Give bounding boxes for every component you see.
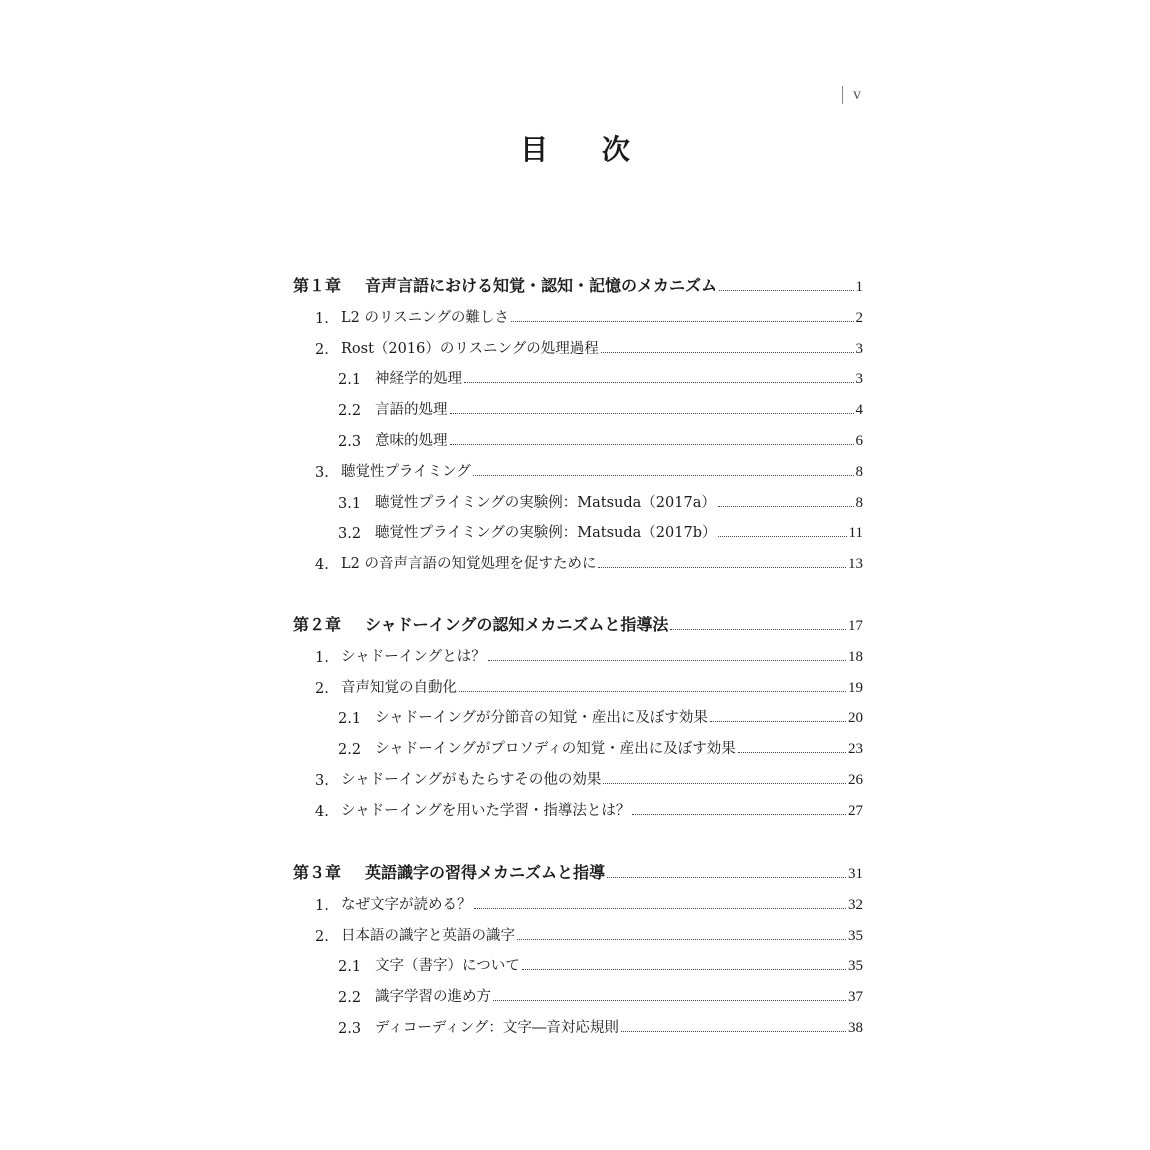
- toc-section-entry[interactable]: [293, 455, 863, 481]
- section-number: 3.2: [338, 526, 362, 542]
- toc-section-entry[interactable]: [293, 671, 863, 697]
- page-title: 目 次: [520, 133, 652, 166]
- toc-section-entry[interactable]: [293, 486, 863, 512]
- section-title: 言語的処理: [375, 402, 448, 418]
- dot-leader: [473, 475, 854, 476]
- section-number: 2.1: [338, 959, 362, 975]
- toc-section-entry[interactable]: [293, 393, 863, 419]
- section-number: 1.: [315, 650, 329, 666]
- page-ref: 3: [855, 371, 863, 387]
- dot-leader: [621, 1031, 846, 1032]
- toc-section-entry[interactable]: [293, 640, 863, 666]
- chapter-title: シャドーイングの認知メカニズムと指導法: [365, 615, 669, 634]
- page-ref: 11: [848, 525, 863, 541]
- section-title: シャドーイングとは？: [341, 649, 486, 665]
- dot-leader: [511, 321, 854, 322]
- dot-leader: [607, 877, 846, 878]
- section-title: なぜ文字が読める？: [341, 897, 472, 913]
- page-ref: 2: [855, 310, 863, 326]
- page-ref: 35: [848, 928, 863, 944]
- chapter-label: 第２章: [293, 615, 342, 634]
- page-ref: 35: [848, 958, 863, 974]
- toc-section-entry[interactable]: [293, 732, 863, 758]
- dot-leader: [450, 413, 854, 414]
- section-number: 2.3: [338, 434, 362, 450]
- dot-leader: [522, 969, 846, 970]
- section-title: L2 のリスニングの難しさ: [341, 310, 509, 326]
- toc-chapter-entry[interactable]: [293, 857, 863, 883]
- page-ref: 38: [848, 1020, 863, 1036]
- section-number: 2.2: [338, 742, 362, 758]
- section-title: Rost（2016）のリスニングの処理過程: [341, 341, 599, 357]
- chapter-label: 第１章: [293, 276, 342, 295]
- section-number: 2.: [315, 342, 329, 358]
- chapter-title: 英語識字の習得メカニズムと指導: [365, 863, 606, 882]
- dot-leader: [632, 814, 846, 815]
- page-ref: 17: [848, 618, 863, 634]
- section-number: 2.1: [338, 711, 362, 727]
- toc-section-entry[interactable]: [293, 888, 863, 914]
- toc-section-entry[interactable]: [293, 794, 863, 820]
- dot-leader: [738, 752, 846, 753]
- page-ref: 1: [855, 279, 863, 295]
- section-title: 音声知覚の自動化: [341, 680, 457, 696]
- section-title: シャドーイングを用いた学習・指導法とは？: [341, 803, 631, 819]
- section-title: 識字学習の進め方: [375, 989, 491, 1005]
- section-title: シャドーイングが分節音の知覚・産出に及ぼす効果: [375, 710, 708, 726]
- section-title: 聴覚性プライミング: [341, 464, 471, 480]
- section-number: 3.: [315, 465, 329, 481]
- section-title: 文字（書字）について: [375, 958, 520, 974]
- header-rule: [842, 86, 843, 104]
- toc-section-entry[interactable]: [293, 301, 863, 327]
- toc-section-entry[interactable]: [293, 919, 863, 945]
- dot-leader: [517, 939, 846, 940]
- page-ref: 26: [848, 772, 863, 788]
- dot-leader: [603, 783, 846, 784]
- section-number: 2.1: [338, 372, 362, 388]
- page-ref: 13: [848, 556, 863, 572]
- section-title: シャドーイングがプロソディの知覚・産出に及ぼす効果: [375, 741, 736, 757]
- section-number: 4.: [315, 804, 329, 820]
- toc-section-entry[interactable]: [293, 424, 863, 450]
- page-ref: 4: [855, 402, 863, 418]
- dot-leader: [459, 691, 846, 692]
- toc-section-entry[interactable]: [293, 949, 863, 975]
- page-ref: 19: [848, 680, 863, 696]
- section-title: 日本語の識字と英語の識字: [341, 928, 515, 944]
- page-number-label: v: [853, 86, 861, 103]
- section-number: 2.2: [338, 990, 362, 1006]
- dot-leader: [450, 444, 854, 445]
- page-ref: 37: [848, 989, 863, 1005]
- chapter-title: 音声言語における知覚・認知・記憶のメカニズム: [365, 276, 718, 295]
- section-number: 2.: [315, 929, 329, 945]
- dot-leader: [670, 629, 846, 630]
- toc-section-entry[interactable]: [293, 980, 863, 1006]
- toc-section-entry[interactable]: [293, 362, 863, 388]
- section-title: 聴覚性プライミングの実験例：Matsuda（2017b）: [375, 525, 717, 541]
- section-title: L2 の音声言語の知覚処理を促すために: [341, 556, 597, 572]
- section-title: 意味的処理: [375, 433, 448, 449]
- page-ref: 6: [855, 433, 863, 449]
- page-ref: 27: [848, 803, 863, 819]
- section-title: シャドーイングがもたらすその他の効果: [341, 772, 602, 788]
- page-ref: 31: [848, 866, 863, 882]
- section-number: 1.: [315, 311, 329, 327]
- dot-leader: [464, 382, 854, 383]
- dot-leader: [718, 506, 854, 507]
- toc-section-entry[interactable]: [293, 763, 863, 789]
- page-ref: 3: [855, 341, 863, 357]
- chapter-label: 第３章: [293, 863, 342, 882]
- dot-leader: [719, 290, 853, 291]
- page-ref: 8: [855, 495, 863, 511]
- section-title: ディコーディング：文字―音対応規則: [375, 1020, 619, 1036]
- page-ref: 20: [848, 710, 863, 726]
- dot-leader: [718, 536, 846, 537]
- section-number: 2.3: [338, 1021, 362, 1037]
- dot-leader: [474, 908, 847, 909]
- page-ref: 23: [848, 741, 863, 757]
- toc-section-entry[interactable]: [293, 332, 863, 358]
- section-number: 3.: [315, 773, 329, 789]
- section-number: 4.: [315, 557, 329, 573]
- toc-section-entry[interactable]: [293, 547, 863, 573]
- page-number: [842, 86, 861, 104]
- section-number: 2.2: [338, 403, 362, 419]
- section-title: 神経学的処理: [375, 371, 462, 387]
- section-number: 3.1: [338, 496, 362, 512]
- toc-chapter-entry[interactable]: [293, 609, 863, 635]
- toc-section-entry[interactable]: [293, 1011, 863, 1037]
- dot-leader: [710, 721, 846, 722]
- section-number: 2.: [315, 681, 329, 697]
- toc-section-entry[interactable]: [293, 516, 863, 542]
- toc-chapter-entry[interactable]: [293, 270, 863, 296]
- section-number: 1.: [315, 898, 329, 914]
- dot-leader: [493, 1000, 846, 1001]
- toc-section-entry[interactable]: [293, 701, 863, 727]
- dot-leader: [601, 352, 854, 353]
- page-ref: 18: [848, 649, 863, 665]
- dot-leader: [488, 660, 846, 661]
- section-title: 聴覚性プライミングの実験例：Matsuda（2017a）: [375, 495, 716, 511]
- page-ref: 32: [848, 897, 863, 913]
- page-ref: 8: [855, 464, 863, 480]
- dot-leader: [598, 567, 846, 568]
